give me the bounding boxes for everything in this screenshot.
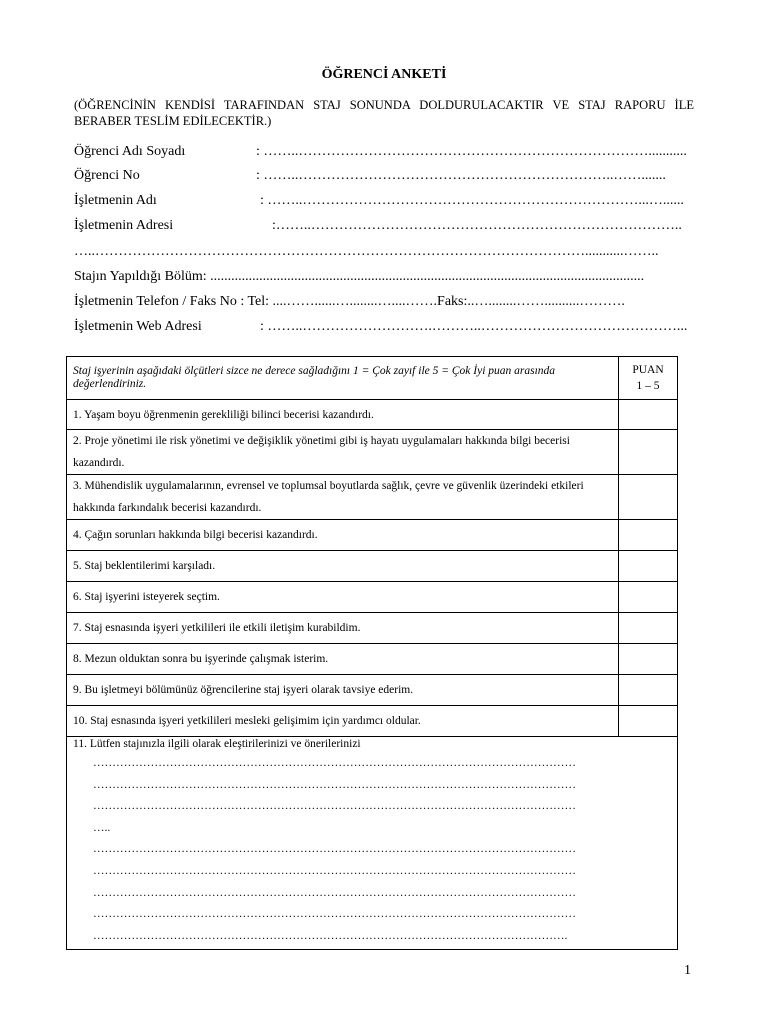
field-student-name[interactable] bbox=[74, 142, 696, 162]
comment-line: ……………………………………………………………………………………………………………… bbox=[93, 864, 576, 877]
score-cell[interactable] bbox=[619, 613, 678, 644]
score-cell[interactable] bbox=[619, 582, 678, 613]
field-label: İşletmenin Web Adresi bbox=[74, 319, 202, 334]
field-address-continuation[interactable] bbox=[74, 242, 696, 262]
field-value: : ……..…………………………………………………………..……....... bbox=[256, 168, 666, 183]
table-instructions: Staj işyerinin aşağıdaki ölçütleri sizce ne derece sağladığını 1 = Çok zayıf ile 5 = Çok İyi puan arasında değerlendiriniz. bbox=[67, 357, 619, 400]
field-value: : ……..…………………………………………………………………........... bbox=[256, 144, 687, 159]
comments-row bbox=[67, 737, 678, 950]
table-row bbox=[67, 520, 678, 551]
question-text: 1. Yaşam boyu öğrenmenin gerekliliği bilinci becerisi kazandırdı. bbox=[67, 400, 619, 430]
question-text: 9. Bu işletmeyi bölümünüz öğrencilerine staj işyeri olarak tavsiye ederim. bbox=[67, 675, 619, 706]
field-dotted-line: …..……………………………………………………………………………………………...........…….. bbox=[74, 244, 659, 259]
field-label: İşletmenin Adı bbox=[74, 193, 157, 208]
comment-line: ……………………………………………………………………………………………………………. bbox=[93, 929, 568, 942]
field-department[interactable] bbox=[74, 267, 696, 287]
comments-lines bbox=[73, 753, 671, 947]
question-text: 2. Proje yönetimi ile risk yönetimi ve değişiklik yönetimi gibi iş hayatı uygulamaları hakkında bilgi becerisi kazandırdı. bbox=[67, 430, 619, 475]
table-row bbox=[67, 551, 678, 582]
score-cell[interactable] bbox=[619, 430, 678, 475]
question-text: 3. Mühendislik uygulamalarının, evrensel ve toplumsal boyutlarda sağlık, çevre ve güvenlik üzerindeki etkileri hakkında farkındalık becerisi kazandırdı. bbox=[67, 475, 619, 520]
comment-line: ……………………………………………………………………………………………………………… bbox=[93, 843, 576, 856]
survey-table bbox=[66, 356, 678, 950]
field-label: Öğrenci Adı Soyadı bbox=[74, 144, 186, 159]
score-header bbox=[619, 357, 678, 400]
question-text: 10. Staj esnasında işyeri yetkilileri mesleki gelişimim için yardımcı oldular. bbox=[67, 706, 619, 737]
score-cell[interactable] bbox=[619, 400, 678, 430]
field-label: İşletmenin Adresi bbox=[74, 218, 174, 233]
question-text: 4. Çağın sorunları hakkında bilgi becerisi kazandırdı. bbox=[67, 520, 619, 551]
field-value: : ……..………………………………………………………………...…...... bbox=[260, 193, 684, 208]
score-cell[interactable] bbox=[619, 706, 678, 737]
score-cell[interactable] bbox=[619, 551, 678, 582]
field-label: Öğrenci No bbox=[74, 168, 140, 183]
score-header-range: 1 – 5 bbox=[636, 380, 660, 392]
table-row bbox=[67, 475, 678, 520]
page-number: 1 bbox=[684, 963, 691, 978]
field-company-name[interactable] bbox=[74, 191, 696, 211]
comment-line: ….. bbox=[93, 821, 111, 834]
field-label: Stajın Yapıldığı Bölüm bbox=[74, 269, 203, 284]
question-text: 8. Mezun olduktan sonra bu işyerinde çalışmak isterim. bbox=[67, 644, 619, 675]
comment-line: ……………………………………………………………………………………………………………… bbox=[93, 908, 576, 921]
comments-prompt: 11. Lütfen stajınızla ilgili olarak eleştirilerinizi ve önerilerinizi bbox=[73, 738, 361, 750]
field-value: :……..…………………………………………………………………….. bbox=[272, 218, 682, 233]
comment-line: ……………………………………………………………………………………………………………… bbox=[93, 800, 576, 813]
score-cell[interactable] bbox=[619, 475, 678, 520]
table-row bbox=[67, 582, 678, 613]
score-cell[interactable] bbox=[619, 520, 678, 551]
page-title: ÖĞRENCİ ANKETİ bbox=[321, 67, 447, 82]
question-text: 6. Staj işyerini isteyerek seçtim. bbox=[67, 582, 619, 613]
field-website[interactable] bbox=[74, 317, 696, 337]
table-header-row bbox=[67, 357, 678, 400]
comment-line: ……………………………………………………………………………………………………………… bbox=[93, 778, 576, 791]
question-text: 5. Staj beklentilerimi karşıladı. bbox=[67, 551, 619, 582]
question-text: 7. Staj esnasında işyeri yetkilileri ile etkili iletişim kurabildim. bbox=[67, 613, 619, 644]
field-student-no[interactable] bbox=[74, 166, 696, 186]
field-company-address[interactable] bbox=[74, 216, 696, 236]
table-row bbox=[67, 706, 678, 737]
table-row bbox=[67, 400, 678, 430]
table-row bbox=[67, 644, 678, 675]
field-value: : ............................................................................................................................ bbox=[202, 269, 645, 284]
comment-line: ……………………………………………………………………………………………………………… bbox=[93, 757, 576, 769]
table-row bbox=[67, 675, 678, 706]
comment-line: ……………………………………………………………………………………………………………… bbox=[93, 886, 576, 899]
table-row bbox=[67, 613, 678, 644]
field-value: : ……..……………………….………..……………………………………... bbox=[260, 319, 688, 334]
field-phone-fax[interactable] bbox=[74, 292, 696, 312]
comments-cell[interactable] bbox=[67, 737, 678, 950]
table-row bbox=[67, 430, 678, 475]
instruction-note: (ÖĞRENCİNİN KENDİSİ TARAFINDAN STAJ SONUNDA DOLDURULACAKTIR VE STAJ RAPORU İLE BERABER TESLİM EDİLECEKTİR.) bbox=[74, 98, 694, 128]
score-cell[interactable] bbox=[619, 644, 678, 675]
score-cell[interactable] bbox=[619, 675, 678, 706]
score-header-title: PUAN bbox=[632, 364, 664, 376]
field-label: İşletmenin Telefon / Faks No : Tel: ....……......…........…....…….Faks:..…........……..........………. bbox=[74, 294, 625, 309]
